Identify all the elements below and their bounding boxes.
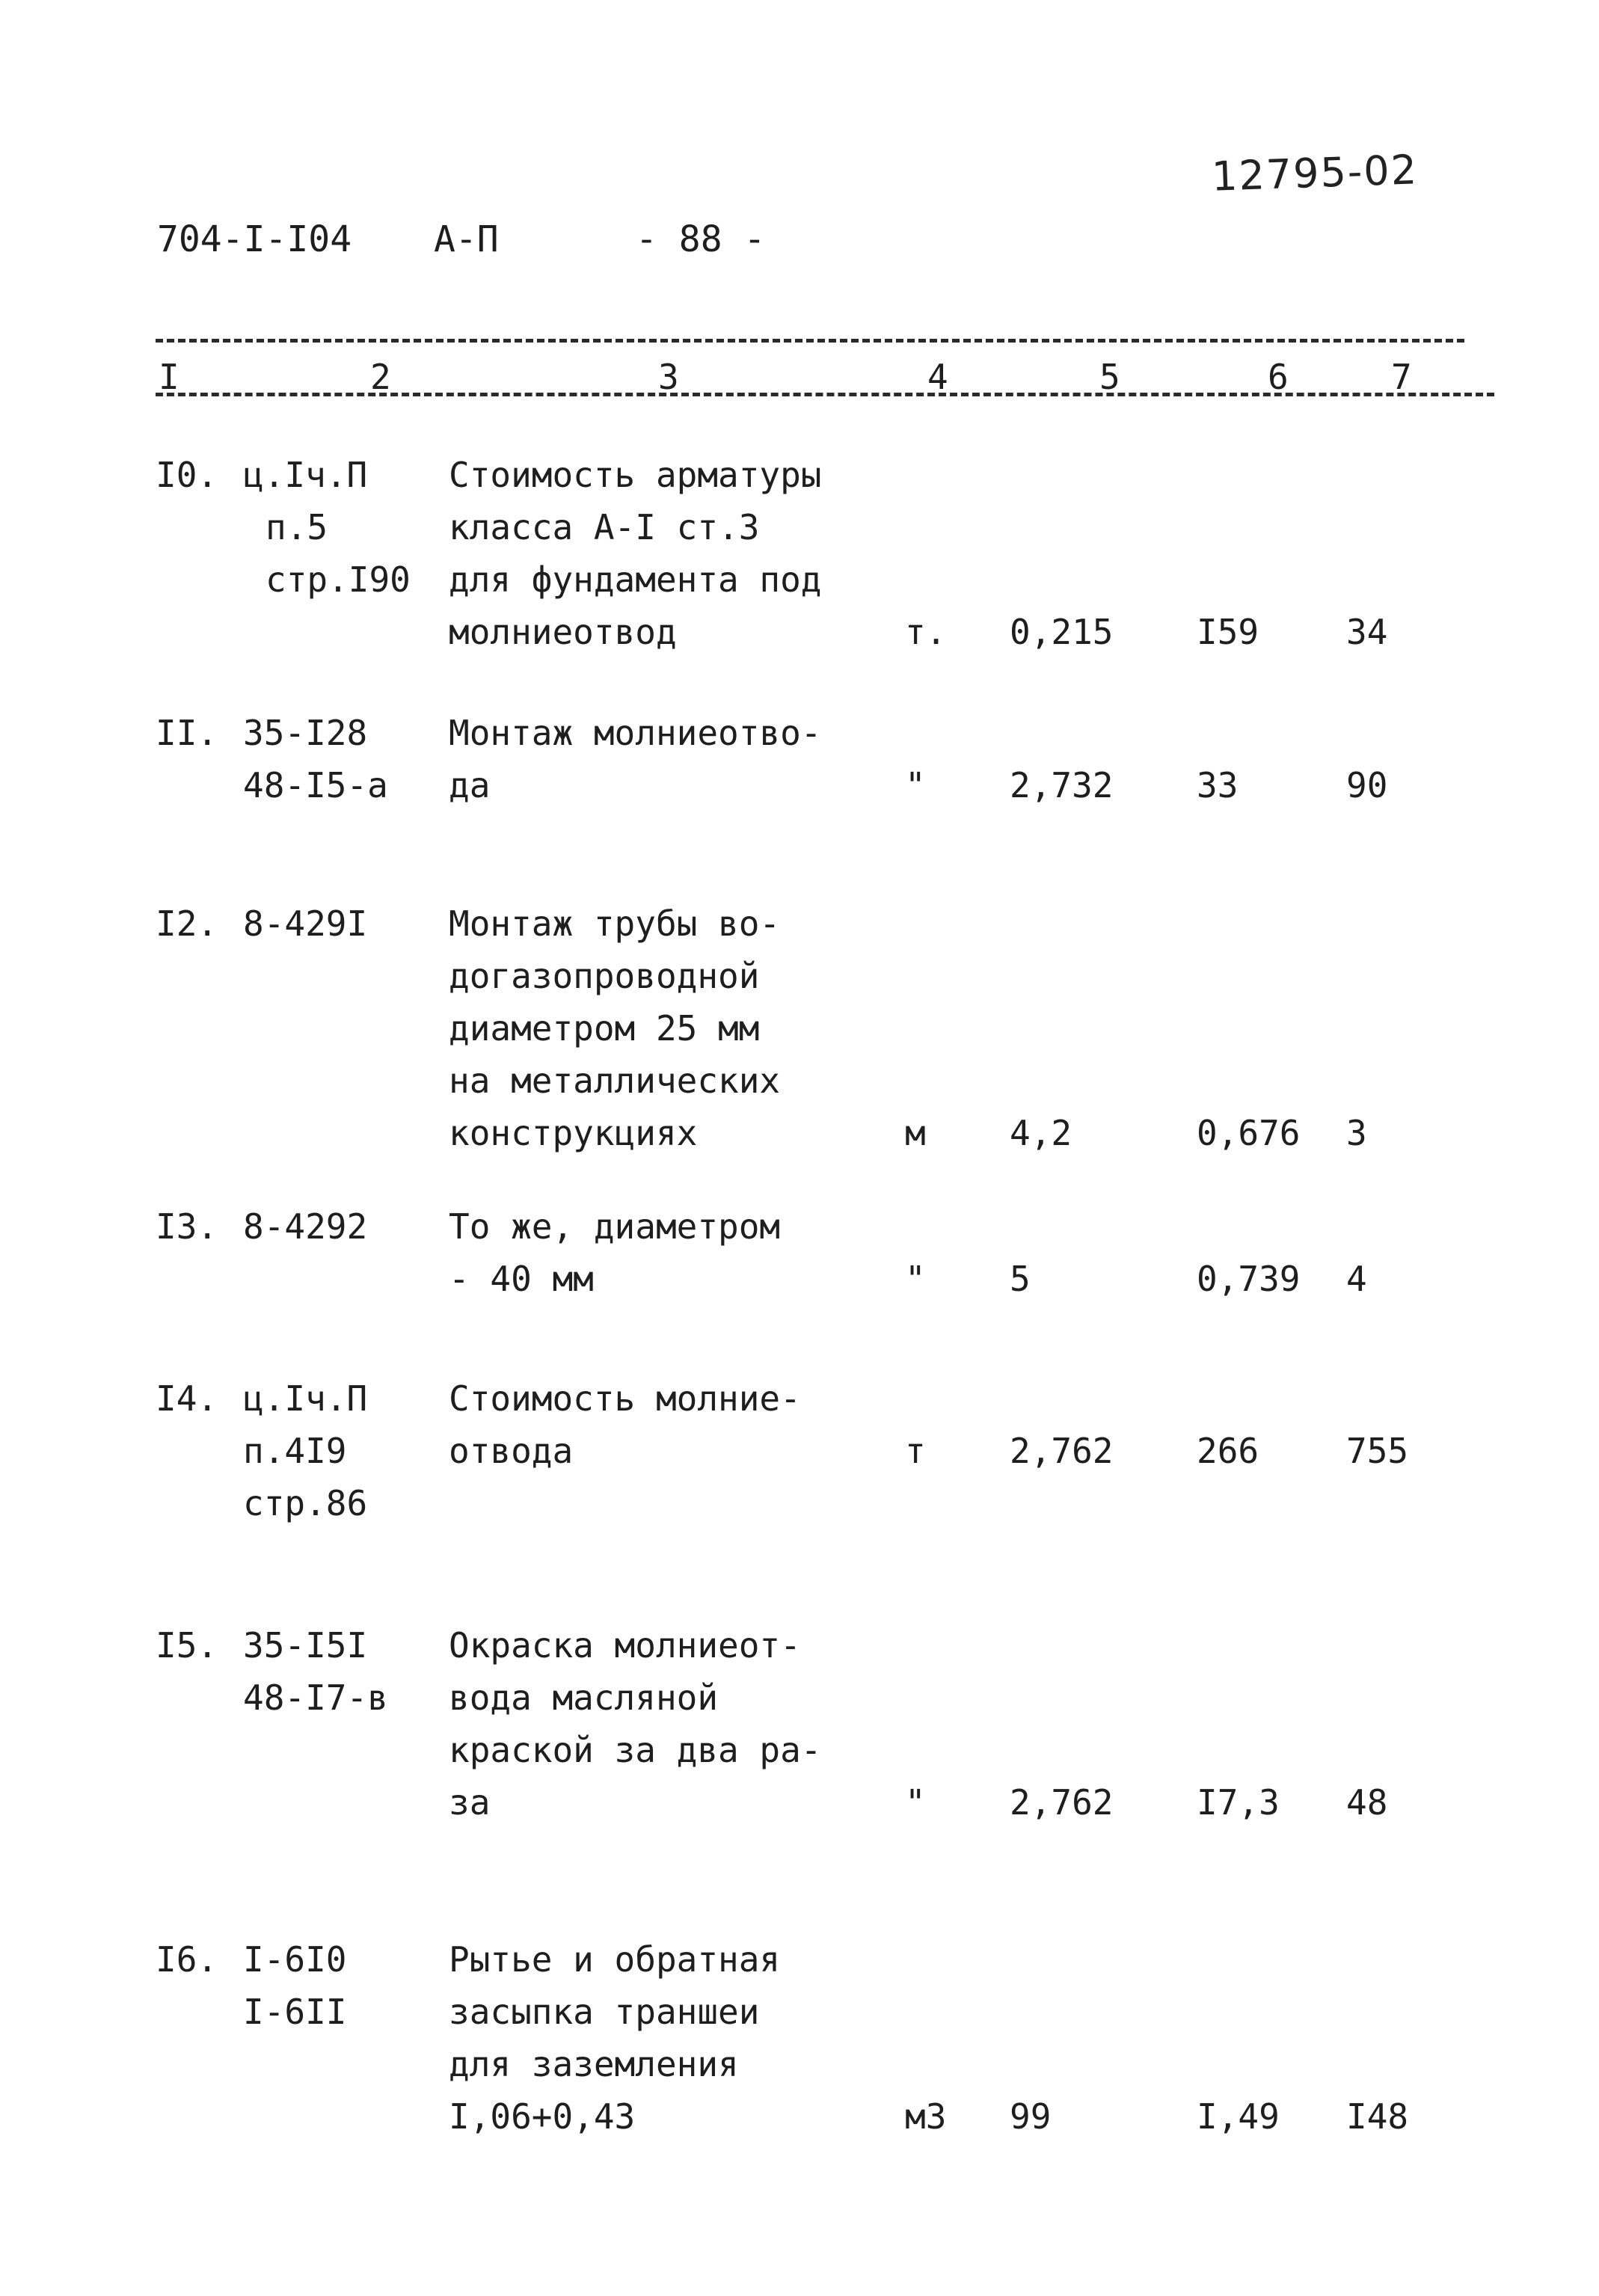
work-description: [449, 1933, 780, 2143]
column-number-7: 7: [1391, 357, 1412, 397]
row-number: I6.: [156, 1939, 218, 1980]
work-description-line: отвода: [449, 1431, 574, 1471]
rate-code-line: 35-I28: [243, 713, 368, 753]
unit-of-measure: ": [905, 1782, 926, 1823]
row-number: I0.: [156, 455, 218, 495]
work-description-line: I,06+0,43: [449, 2096, 636, 2137]
work-description-line: для фундамента под: [449, 559, 822, 600]
rate-code-line: стр.86: [243, 1483, 368, 1523]
rate-code-line: I-6I0: [243, 1939, 347, 1980]
unit-of-measure: ": [905, 1259, 926, 1299]
rate-code: [243, 1933, 346, 2038]
column-number-6: 6: [1268, 357, 1289, 397]
quantity: 4,2: [1010, 1113, 1072, 1153]
work-description-line: класса А-I ст.3: [449, 507, 760, 547]
work-description-line: засыпка траншеи: [449, 1992, 760, 2032]
total-cost: 755: [1346, 1431, 1409, 1471]
rate-code-line: 8-4292: [243, 1206, 368, 1247]
rate-code-line: 48-I5-а: [243, 765, 388, 805]
row-number: II.: [156, 713, 218, 753]
column-number-5: 5: [1099, 357, 1120, 397]
total-cost: 48: [1346, 1782, 1388, 1823]
sheet-label: А-П: [434, 218, 499, 260]
work-description-line: догазопроводной: [449, 956, 760, 996]
header-bottom-rule: [156, 393, 1494, 396]
work-description-line: диаметром 25 мм: [449, 1008, 760, 1049]
work-description-line: То же, диаметром: [449, 1206, 781, 1247]
unit-price: 0,739: [1197, 1259, 1301, 1299]
row-number: I2.: [156, 903, 218, 944]
rate-code: [243, 897, 367, 950]
work-description-line: вода масляной: [449, 1678, 719, 1718]
total-cost: 34: [1346, 612, 1388, 652]
work-description-line: Стоимость арматуры: [449, 455, 822, 495]
unit-of-measure: м: [905, 1113, 926, 1153]
work-description-line: за: [449, 1782, 491, 1823]
work-description: [449, 707, 822, 811]
unit-price: 33: [1197, 765, 1239, 805]
quantity: 2,732: [1010, 765, 1114, 805]
row-number: I4.: [156, 1378, 218, 1419]
work-description: [449, 1200, 780, 1305]
quantity: 5: [1010, 1259, 1031, 1299]
unit-price: I59: [1197, 612, 1259, 652]
rate-code-line: 48-I7-в: [243, 1678, 388, 1718]
total-cost: 3: [1346, 1113, 1367, 1153]
work-description-line: да: [449, 765, 491, 805]
total-cost: 4: [1346, 1259, 1367, 1299]
work-description-line: на металлических: [449, 1060, 781, 1101]
rate-code-line: ц.Iч.П: [243, 455, 368, 495]
work-description-line: Окраска молниеот-: [449, 1625, 801, 1666]
rate-code: [243, 449, 411, 606]
rate-code: [243, 1619, 388, 1724]
rate-code-line: I-6II: [243, 1992, 347, 2032]
column-header-row: [135, 333, 1496, 415]
rate-code-line: п.4I9: [243, 1431, 347, 1471]
rate-code-line: ц.Iч.П: [243, 1378, 368, 1419]
work-description-line: краской за два ра-: [449, 1730, 822, 1770]
unit-price: 0,676: [1197, 1113, 1301, 1153]
unit-price: I,49: [1197, 2096, 1280, 2137]
page-number: - 88 -: [636, 218, 766, 260]
work-description-line: молниеотвод: [449, 612, 677, 652]
document-number: 12795-02: [1210, 146, 1419, 200]
header-top-rule: [156, 339, 1464, 343]
unit-price: I7,3: [1197, 1782, 1280, 1823]
quantity: 0,215: [1010, 612, 1114, 652]
work-description-line: Стоимость молние-: [449, 1378, 801, 1419]
work-description: [449, 897, 780, 1159]
work-description-line: для заземления: [449, 2044, 739, 2084]
project-code: 704-I-I04: [157, 218, 352, 260]
row-number: I3.: [156, 1206, 218, 1247]
quantity: 99: [1010, 2096, 1052, 2137]
column-number-3: 3: [658, 357, 679, 397]
work-description-line: Монтаж трубы во-: [449, 903, 781, 944]
work-description-line: Монтаж молниеотво-: [449, 713, 822, 753]
work-description-line: - 40 мм: [449, 1259, 594, 1299]
column-number-4: 4: [927, 357, 948, 397]
work-description-line: Рытье и обратная: [449, 1939, 781, 1980]
unit-of-measure: т.: [905, 612, 947, 652]
unit-price: 266: [1197, 1431, 1259, 1471]
rate-code: [243, 1372, 367, 1529]
quantity: 2,762: [1010, 1782, 1114, 1823]
column-number-1: I: [159, 357, 179, 397]
work-description: [449, 449, 822, 658]
rate-code-line: 35-I5I: [243, 1625, 368, 1666]
rate-code-line: 8-429I: [243, 903, 368, 944]
work-description: [449, 1372, 801, 1477]
rate-code-line: стр.I90: [266, 559, 411, 600]
row-number: I5.: [156, 1625, 218, 1666]
rate-code: [243, 707, 388, 811]
rate-code-line: п.5: [266, 507, 328, 547]
rate-code: [243, 1200, 367, 1253]
total-cost: I48: [1346, 2096, 1409, 2137]
work-description-line: конструкциях: [449, 1113, 698, 1153]
column-number-2: 2: [370, 357, 391, 397]
unit-of-measure: м3: [905, 2096, 947, 2137]
quantity: 2,762: [1010, 1431, 1114, 1471]
unit-of-measure: т: [905, 1431, 926, 1471]
work-description: [449, 1619, 822, 1829]
unit-of-measure: ": [905, 765, 926, 805]
total-cost: 90: [1346, 765, 1388, 805]
